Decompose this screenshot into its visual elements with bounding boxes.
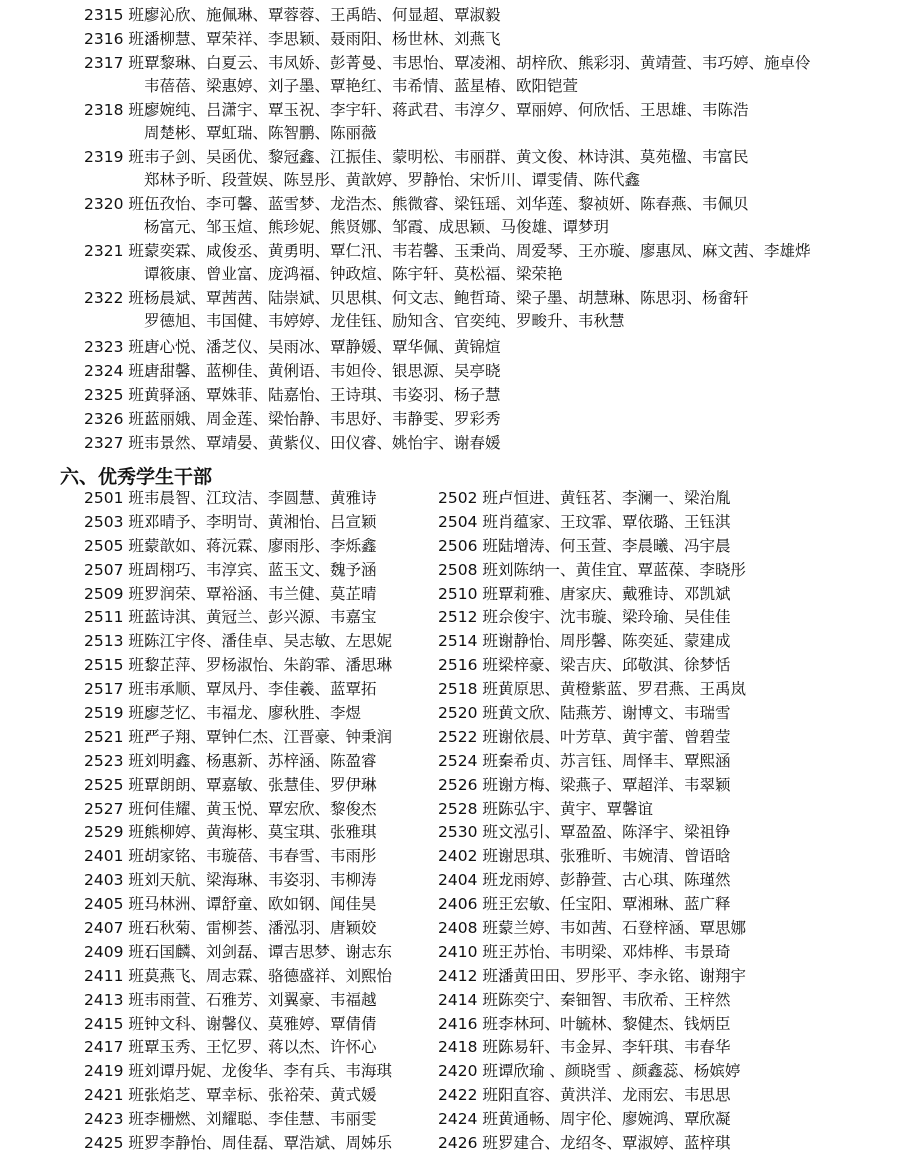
class-number: 2528 班： [438,799,514,818]
cadre-cell-left [84,630,392,654]
cadre-cell-right [438,583,731,607]
class-number: 2410 班： [438,942,514,961]
cadre-cell-right [438,678,746,702]
cadre-row [84,989,894,1013]
cadre-row [84,1132,894,1156]
entry-line [84,99,884,122]
class-entry [84,52,884,99]
cadre-names: 黄通畅、周宇伦、廖婉鸿、覃欣凝 [498,1110,731,1129]
cadre-cell-right [438,726,731,750]
cadre-names: 蓝诗淇、黄冠兰、彭兴源、韦嘉宝 [144,608,377,627]
class-number: 2521 班： [84,727,160,746]
class-number: 2510 班： [438,584,514,603]
cadre-cell-left [84,678,377,702]
class-number: 2504 班： [438,512,514,531]
class-number: 2522 班： [438,727,514,746]
entry-continuation-line [84,75,884,98]
cadre-cell-right [438,845,731,869]
cadre-row [84,893,894,917]
class-number: 2424 班： [438,1110,514,1129]
cadre-names: 熊柳婷、黄海彬、莫宝琪、张雅琪 [144,823,377,842]
cadre-row [84,1108,894,1132]
class-number: 2401 班： [84,847,160,866]
cadre-row [84,702,894,726]
entry-line [84,52,884,75]
cadre-names: 谢思琪、张雅昕、韦婉清、曾语晗 [498,847,731,866]
cadre-cell-left [84,774,377,798]
cadre-names: 韦雨萱、石雅芳、刘翼豪、韦福越 [144,990,377,1009]
cadre-cell-left [84,1036,377,1060]
cadre-names: 李林珂、叶毓林、黎健杰、钱炳臣 [498,1014,731,1033]
class-number: 2407 班： [84,919,160,938]
class-number: 2318 班： [84,101,160,119]
class-number: 2421 班： [84,1086,160,1105]
class-number: 2423 班： [84,1110,160,1129]
entry-continuation-line [84,169,884,192]
cadre-row [84,917,894,941]
cadre-names: 韦晨智、江玟洁、李圆慧、黄雅诗 [144,489,377,507]
cadre-cell-left [84,702,361,726]
student-names: 周楚彬、覃虹瑞、陈智鹏、陈丽薇 [144,124,377,143]
cadre-cell-right [438,893,731,917]
cadre-names: 秦希贞、苏言钰、周怿丰、覃熙涵 [498,751,731,770]
cadre-names: 陈易轩、韦金昇、李轩琪、韦春华 [498,1038,731,1057]
student-names: 唐心悦、潘芝仪、吴雨冰、覃静媛、覃华佩、黄锦煊 [144,338,501,356]
cadre-names: 龙雨婷、彭静萱、古心琪、陈瑾然 [498,871,731,890]
class-number: 2524 班： [438,751,514,770]
cadre-row [84,583,894,607]
class-number: 2412 班： [438,966,514,985]
class-number: 2416 班： [438,1014,514,1033]
cadre-names: 刘天航、梁海琳、韦姿羽、韦柳涛 [144,871,377,890]
cadre-names: 肖蕴家、王玟霏、覃依璐、王钰淇 [498,512,731,531]
class-number: 2326 班： [84,410,160,428]
student-names: 廖沁欣、施佩琳、覃蓉蓉、王禹皓、何显超、覃淑毅 [144,6,501,24]
cadre-cell-left [84,654,392,678]
cadre-row [84,678,894,702]
class-entry [84,360,884,383]
cadre-names: 莫燕飞、周志霖、骆德盛祥、刘熙怡 [144,966,393,985]
cadre-names: 陆增涛、何玉萱、李晨曦、冯宇晨 [498,536,731,555]
entry-line [84,146,884,169]
class-number: 2327 班： [84,434,160,452]
class-number: 2403 班： [84,871,160,890]
cadre-names: 潘黄田田、罗彤平、李永铭、谢翔宇 [498,966,747,985]
cadre-cell-right [438,1013,731,1037]
class-number: 2323 班： [84,338,160,356]
cadre-names: 黄文欣、陆燕芳、谢博文、韦瑞雪 [498,704,731,723]
class-number: 2422 班： [438,1086,514,1105]
class-number: 2320 班： [84,195,160,213]
cadre-cell-left [84,1108,377,1132]
cadre-cell-right [438,559,746,583]
cadre-cell-left [84,559,377,583]
cadre-row [84,630,894,654]
class-number: 2404 班： [438,871,514,890]
student-names: 杨富元、邹玉煊、熊珍妮、熊贤娜、邹霞、成思颖、马俊雄、谭梦玥 [144,218,610,237]
cadre-row [84,750,894,774]
entry-continuation-line [84,263,884,286]
student-names: 伍孜怡、李可馨、蓝雪梦、龙浩杰、熊微睿、梁钰瑶、刘华莲、黎祯妍、陈春燕、韦佩贝 [144,195,749,213]
cadre-cell-left [84,750,377,774]
cadre-names: 谢方梅、梁燕子、覃超洋、韦翠颖 [498,775,731,794]
cadre-names: 陈江宇佟、潘佳卓、吴志敏、左思妮 [144,632,393,651]
class-number: 2324 班： [84,362,160,380]
class-number: 2417 班： [84,1038,160,1057]
entry-continuation-line [84,310,884,333]
class-entry [84,240,884,287]
class-number: 2520 班： [438,704,514,723]
entry-line [84,287,884,310]
cadre-names: 梁梓豪、梁吉庆、邱敬淇、徐梦恬 [498,656,731,675]
cadre-names: 佘俊宇、沈韦璇、梁玲瑜、吴佳佳 [498,608,731,627]
class-entry [84,99,884,146]
cadre-names: 刘谭丹妮、龙俊华、李有兵、韦海琪 [144,1062,393,1081]
class-number: 2501 班： [84,489,160,507]
entry-line [84,4,884,27]
class-number: 2516 班： [438,656,514,675]
class-number: 2322 班： [84,289,160,307]
cadre-row [84,1013,894,1037]
class-number: 2413 班： [84,990,160,1009]
cadre-cell-right [438,702,731,726]
class-number: 2505 班： [84,536,160,555]
class-number: 2405 班： [84,895,160,914]
cadre-cell-left [84,869,377,893]
cadre-names: 何佳耀、黄玉悦、覃宏欣、黎俊杰 [144,799,377,818]
cadre-names: 严子翔、覃钟仁杰、江晋豪、钟秉润 [144,727,393,746]
class-number: 2420 班： [438,1062,514,1081]
class-number: 2409 班： [84,942,160,961]
class-number: 2527 班： [84,799,160,818]
student-names: 潘柳慧、覃荣祥、李思颖、聂雨阳、杨世林、刘燕飞 [144,30,501,48]
class-number: 2526 班： [438,775,514,794]
cadre-names: 罗润荣、覃裕涵、韦兰健、莫芷晴 [144,584,377,603]
section-heading: 六、优秀学生干部 [60,466,213,488]
class-number: 2519 班： [84,704,160,723]
class-number: 2418 班： [438,1038,514,1057]
class-number: 2514 班： [438,632,514,651]
cadre-cell-left [84,1132,392,1156]
cadre-row [84,726,894,750]
class-number: 2411 班： [84,966,160,985]
class-number: 2415 班： [84,1014,160,1033]
cadre-cell-right [438,1108,731,1132]
cadre-names: 阳直容、黄洪洋、龙雨宏、韦思思 [498,1086,731,1105]
cadre-row [84,774,894,798]
cadre-names: 陈奕宁、秦钿智、韦欣希、王梓然 [498,990,731,1009]
entry-line [84,240,884,263]
cadre-names: 石国麟、刘剑磊、谭吉思梦、谢志东 [144,942,393,961]
cadre-row [84,1036,894,1060]
class-number: 2512 班： [438,608,514,627]
cadre-cell-left [84,535,377,559]
cadre-names: 卢恒进、黄钰茗、李澜一、梁治胤 [498,489,731,507]
class-entry [84,28,884,51]
cadre-row [84,511,894,535]
cadre-cell-left [84,917,377,941]
class-number: 2414 班： [438,990,514,1009]
cadre-cell-left [84,798,377,822]
cadre-cell-left [84,893,377,917]
student-names: 韦景然、覃靖晏、黄紫仪、田仪睿、姚怡宇、谢春媛 [144,434,501,452]
cadre-names: 谢依晨、叶芳草、黄宇蕾、曾碧莹 [498,727,731,746]
cadre-row [84,487,894,511]
cadre-cell-right [438,1084,731,1108]
cadre-cell-left [84,583,377,607]
cadre-row [84,869,894,893]
class-number: 2316 班： [84,30,160,48]
cadre-row [84,559,894,583]
cadre-names: 覃朗朗、覃嘉敏、张慧佳、罗伊琳 [144,775,377,794]
cadre-names: 周栩巧、韦淳宾、蓝玉文、魏予涵 [144,560,377,579]
cadre-cell-left [84,965,392,989]
class-number: 2317 班： [84,54,160,72]
class-entry [84,146,884,193]
cadre-names: 黄原思、黄橙紫蓝、罗君燕、王禹岚 [498,680,747,699]
student-names: 罗德旭、韦国健、韦婷婷、龙佳钰、励知含、官奕纯、罗畯升、韦秋慧 [144,312,625,331]
cadre-names: 胡家铭、韦璇蓓、韦春雪、韦雨彤 [144,847,377,866]
cadre-names: 覃玉秀、王忆罗、蒋以杰、许怀心 [144,1038,377,1057]
class-number: 2402 班： [438,847,514,866]
class-entry [84,193,884,240]
cadre-row [84,1084,894,1108]
cadre-cell-left [84,606,377,630]
class-number: 2508 班： [438,560,514,579]
class-entry [84,287,884,334]
cadre-cell-right [438,965,746,989]
class-number: 2315 班： [84,6,160,24]
entry-line [84,193,884,216]
cadre-cell-left [84,941,392,965]
class-number: 2529 班： [84,823,160,842]
class-number: 2503 班： [84,512,160,531]
class-number: 2518 班： [438,680,514,699]
cadre-cell-right [438,989,731,1013]
cadre-cell-right [438,774,731,798]
student-names: 韦蓓蓓、梁惠婷、刘子墨、覃艳红、韦希情、蓝星椿、欧阳铠萱 [144,77,579,96]
cadre-names: 王苏怡、韦明梁、邓炜桦、韦景琦 [498,942,731,961]
class-number: 2511 班： [84,608,160,627]
cadre-row [84,1060,894,1084]
cadre-cell-right [438,1036,731,1060]
student-names: 廖婉纯、吕潇宇、覃玉祝、李宇轩、蒋武君、韦淳夕、覃丽婷、何欣恬、王思雄、韦陈浩 [144,101,749,119]
class-number: 2525 班： [84,775,160,794]
cadre-cell-right [438,798,653,822]
student-names: 蒙奕霖、咸俊丞、黄勇明、覃仁汛、韦若馨、玉秉尚、周爱琴、王亦璇、廖惠凤、麻文茜、李雄烨 [144,242,811,260]
cadre-row [84,821,894,845]
cadre-cell-right [438,511,731,535]
cadre-names: 马林洲、谭舒童、欧如钢、闻佳昊 [144,895,377,914]
class-number: 2515 班： [84,656,160,675]
class-number: 2325 班： [84,386,160,404]
cadre-cell-right [438,917,746,941]
entry-line [84,28,884,51]
cadre-cell-right [438,606,731,630]
cadre-names: 刘陈纳一、黄佳宜、覃蓝葆、李晓彤 [498,560,747,579]
cadre-row [84,965,894,989]
cadre-row [84,535,894,559]
class-number: 2507 班： [84,560,160,579]
cadre-names: 罗建合、龙绍冬、覃淑婷、蓝梓琪 [498,1134,731,1153]
cadre-cell-right [438,1132,731,1156]
cadre-row [84,798,894,822]
student-names: 黄驿涵、覃姝菲、陆嘉怡、王诗琪、韦姿羽、杨子慧 [144,386,501,404]
cadre-cell-right [438,535,731,559]
class-number: 2513 班： [84,632,160,651]
cadre-names: 邓晴予、李明岢、黄湘怡、吕宣颖 [144,512,377,531]
cadre-cell-right [438,487,731,511]
cadre-cell-left [84,726,392,750]
class-number: 2502 班： [438,489,514,507]
class-number: 2425 班： [84,1134,160,1153]
cadre-cell-right [438,654,731,678]
cadre-row [84,606,894,630]
cadre-cell-left [84,989,377,1013]
cadre-cell-left [84,845,377,869]
class-number: 2321 班： [84,242,160,260]
cadre-cell-right [438,821,731,845]
cadre-cell-right [438,630,731,654]
entry-line [84,360,884,383]
cadre-row [84,941,894,965]
class-number: 2523 班： [84,751,160,770]
cadre-names: 蒙歆如、蒋沅霖、廖雨彤、李烁鑫 [144,536,377,555]
cadre-cell-left [84,511,377,535]
cadre-names: 黎芷萍、罗杨淑怡、朱韵霏、潘思琳 [144,656,393,675]
entry-continuation-line [84,216,884,239]
class-number: 2426 班： [438,1134,514,1153]
cadre-cell-right [438,941,731,965]
cadre-cell-right [438,1060,740,1084]
class-number: 2506 班： [438,536,514,555]
class-entry [84,408,884,431]
entry-line [84,432,884,455]
student-names: 韦子剑、吴函优、黎冠鑫、江振佳、蒙明松、韦丽群、黄文俊、林诗淇、莫苑楹、韦富民 [144,148,749,166]
cadre-cell-right [438,750,731,774]
student-names: 谭筱康、曾业富、庞鸿福、钟政煊、陈宇轩、莫松福、梁荣艳 [144,265,563,284]
cadre-cell-right [438,869,731,893]
class-number: 2319 班： [84,148,160,166]
student-names: 唐甜馨、蓝柳佳、黄俐语、韦妲伶、银思源、吴亭晓 [144,362,501,380]
entry-line [84,408,884,431]
cadre-names: 廖芝忆、韦福龙、廖秋胜、李煜 [144,704,362,723]
class-number: 2406 班： [438,895,514,914]
cadre-names: 李栅燃、刘耀聪、李佳慧、韦丽雯 [144,1110,377,1129]
class-entry [84,432,884,455]
class-number: 2509 班： [84,584,160,603]
class-number: 2530 班： [438,823,514,842]
class-number: 2517 班： [84,680,160,699]
cadre-names: 谭欣瑜 、颜晓雪 、颜鑫蕊、杨嫔婷 [498,1062,741,1081]
student-names: 蓝丽娥、周金莲、梁怡静、韦思妤、韦静雯、罗彩秀 [144,410,501,428]
class-entry [84,384,884,407]
cadre-names: 王宏敏、任宝阳、覃湘琳、蓝广释 [498,895,731,914]
cadre-names: 罗李静怡、周佳磊、覃浩斌、周姊乐 [144,1134,393,1153]
class-number: 2408 班： [438,919,514,938]
cadre-cell-left [84,1013,377,1037]
entry-line [84,384,884,407]
cadre-names: 刘明鑫、杨惠新、苏梓涵、陈盈睿 [144,751,377,770]
cadre-names: 石秋菊、雷柳荟、潘泓羽、唐颖姣 [144,919,377,938]
cadre-names: 陈弘宇、黄宇、覃馨谊 [498,799,654,818]
cadre-names: 文泓引、覃盈盈、陈泽宇、梁祖铮 [498,823,731,842]
cadre-cell-left [84,1084,377,1108]
cadre-cell-left [84,487,377,511]
cadre-row [84,845,894,869]
cadre-names: 覃莉雅、唐家庆、戴雅诗、邓凯斌 [498,584,731,603]
class-entry [84,4,884,27]
cadre-row [84,654,894,678]
class-entry [84,336,884,359]
student-names: 覃黎琳、白夏云、韦凤娇、彭菁曼、韦思怡、覃凌湘、胡梓欣、熊彩羽、黄靖萱、韦巧婷、施卓伶 [144,54,811,72]
entry-continuation-line [84,122,884,145]
cadre-cell-left [84,1060,392,1084]
class-number: 2419 班： [84,1062,160,1081]
cadre-names: 谢静怡、周彤馨、陈奕延、蒙建成 [498,632,731,651]
entry-line [84,336,884,359]
cadre-names: 张焰芝、覃幸标、张裕荣、黄式媛 [144,1086,377,1105]
cadre-names: 韦承顺、覃凤丹、李佳羲、蓝覃拓 [144,680,377,699]
cadre-names: 钟文科、谢馨仪、莫雅婷、覃倩倩 [144,1014,377,1033]
student-names: 杨晨斌、覃茜茜、陆崇斌、贝思棋、何文志、鲍哲琦、梁子墨、胡慧琳、陈思羽、杨畲轩 [144,289,749,307]
cadre-names: 蒙兰婷、韦如茜、石登梓涵、覃思娜 [498,919,747,938]
student-names: 郑林予昕、段萱娱、陈昱彤、黄歆婷、罗静怡、宋忻川、谭雯倩、陈代鑫 [144,171,641,190]
cadre-cell-left [84,821,377,845]
cadres-table [84,487,894,1156]
